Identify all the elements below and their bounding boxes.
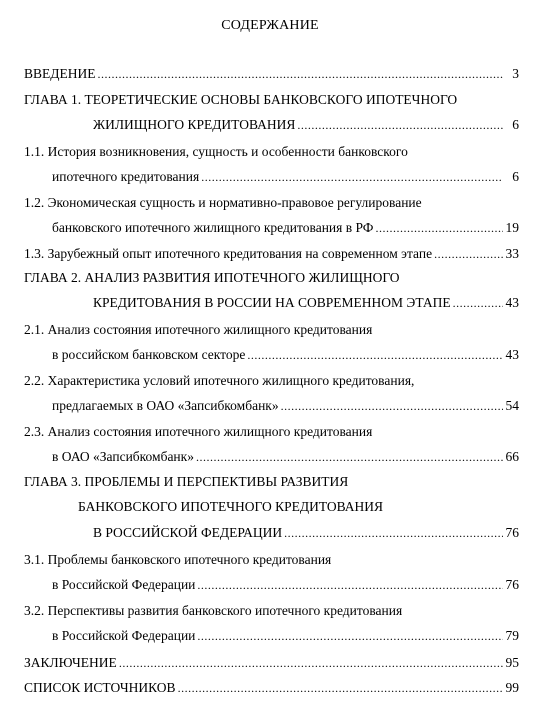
- toc-chapter-2-heading-cont: [24, 295, 519, 311]
- toc-entry-text: в ОАО «Запсибкомбанк»: [52, 449, 194, 464]
- dot-leader: [119, 656, 503, 671]
- dot-leader: [297, 118, 503, 133]
- toc-section-2-3: [24, 424, 519, 440]
- dot-leader: [197, 578, 503, 593]
- toc-page-number: 43: [505, 347, 519, 362]
- toc-page-number: 19: [505, 220, 519, 235]
- toc-entry-text: 2.2. Характеристика условий ипотечного жилищного кредитования,: [24, 373, 415, 388]
- dot-leader: [434, 247, 503, 262]
- toc-entry-conclusion: [24, 655, 519, 671]
- toc-entry-text: в Российской Федерации: [52, 577, 196, 592]
- toc-page-number: 43: [505, 295, 519, 310]
- toc-section-3-2-cont: [24, 628, 519, 644]
- toc-entry-text: в Российской Федерации: [52, 628, 196, 643]
- toc-chapter-3-heading-cont-2: [24, 525, 519, 541]
- toc-page-number: 6: [512, 117, 519, 132]
- dot-leader: [178, 681, 503, 696]
- toc-entry-text: 2.1. Анализ состояния ипотечного жилищного кредитования: [24, 322, 373, 337]
- toc-entry-text: 3.2. Перспективы развития банковского ипотечного кредитования: [24, 603, 403, 618]
- toc-entry-text: 1.1. История возникновения, сущность и особенности банковского: [24, 144, 408, 159]
- toc-entry-text: 1.2. Экономическая сущность и нормативно-правовое регулирование: [24, 195, 422, 210]
- toc-entry-text: ГЛАВА 1. ТЕОРЕТИЧЕСКИЕ ОСНОВЫ БАНКОВСКОГО ИПОТЕЧНОГО: [24, 92, 458, 107]
- dot-leader: [197, 629, 503, 644]
- toc-entry-text: 3.1. Проблемы банковского ипотечного кредитования: [24, 552, 332, 567]
- toc-section-2-3-cont: [24, 449, 519, 465]
- toc-title: СОДЕРЖАНИЕ: [221, 18, 319, 33]
- toc-section-2-1-cont: [24, 347, 519, 363]
- toc-entry-text: в российском банковском секторе: [52, 347, 246, 362]
- toc-section-3-2: [24, 603, 519, 619]
- toc-chapter-2-heading: [24, 270, 519, 286]
- dot-leader: [281, 399, 503, 414]
- toc-chapter-3-heading: [24, 474, 519, 490]
- toc-page-number: 99: [505, 680, 519, 695]
- toc-section-1-2: [24, 195, 519, 211]
- toc-page-number: 66: [505, 449, 519, 464]
- toc-page-number: 79: [505, 628, 519, 643]
- toc-entry-text: БАНКОВСКОГО ИПОТЕЧНОГО КРЕДИТОВАНИЯ: [78, 499, 384, 514]
- dot-leader: [97, 67, 503, 82]
- toc-entry-text: банковского ипотечного жилищного кредитования в РФ: [52, 220, 374, 235]
- toc-entry-text: ГЛАВА 2. АНАЛИЗ РАЗВИТИЯ ИПОТЕЧНОГО ЖИЛИЩНОГО: [24, 270, 400, 285]
- toc-entry-text: предлагаемых в ОАО «Запсибкомбанк»: [52, 398, 279, 413]
- toc-entry-text: ВВЕДЕНИЕ: [24, 66, 96, 81]
- toc-entry-text: ЗАКЛЮЧЕНИЕ: [24, 655, 117, 670]
- toc-section-3-1: [24, 552, 519, 568]
- toc-entry-text: ЖИЛИЩНОГО КРЕДИТОВАНИЯ: [93, 117, 296, 132]
- toc-page-number: 54: [505, 398, 519, 413]
- toc-entry-text: КРЕДИТОВАНИЯ В РОССИИ НА СОВРЕМЕННОМ ЭТАПЕ: [93, 295, 451, 310]
- dot-leader: [247, 348, 503, 363]
- dot-leader: [453, 296, 503, 311]
- dot-leader: [375, 221, 503, 236]
- toc-page-number: 76: [505, 577, 519, 592]
- toc-section-1-3: [24, 246, 519, 262]
- toc-section-2-2: [24, 373, 519, 389]
- toc-entry-text: В РОССИЙСКОЙ ФЕДЕРАЦИИ: [93, 525, 283, 540]
- toc-section-2-2-cont: [24, 398, 519, 414]
- toc-entry-text: СПИСОК ИСТОЧНИКОВ: [24, 680, 176, 695]
- toc-chapter-3-heading-cont: [24, 499, 519, 515]
- dot-leader: [284, 526, 503, 541]
- toc-page-number: 33: [505, 246, 519, 261]
- toc-entry-introduction: [24, 66, 519, 82]
- toc-chapter-1-heading-cont: [24, 117, 519, 133]
- dot-leader: [201, 170, 503, 185]
- toc-entry-text: 2.3. Анализ состояния ипотечного жилищного кредитования: [24, 424, 373, 439]
- toc-entry-text: ипотечного кредитования: [52, 169, 200, 184]
- toc-section-1-1-cont: [24, 169, 519, 185]
- toc-section-1-2-cont: [24, 220, 519, 236]
- toc-page-number: 6: [512, 169, 519, 184]
- toc-section-2-1: [24, 322, 519, 338]
- toc-page-number: 3: [512, 66, 519, 81]
- toc-section-1-1: [24, 144, 519, 160]
- toc-chapter-1-heading: [24, 92, 519, 108]
- toc-page-number: 76: [505, 525, 519, 540]
- toc-entry-text: 1.3. Зарубежный опыт ипотечного кредитования на современном этапе: [24, 246, 433, 261]
- dot-leader: [196, 450, 503, 465]
- toc-entry-references: [24, 680, 519, 696]
- toc-section-3-1-cont: [24, 577, 519, 593]
- toc-entry-text: ГЛАВА 3. ПРОБЛЕМЫ И ПЕРСПЕКТИВЫ РАЗВИТИЯ: [24, 474, 349, 489]
- toc-page-number: 95: [505, 655, 519, 670]
